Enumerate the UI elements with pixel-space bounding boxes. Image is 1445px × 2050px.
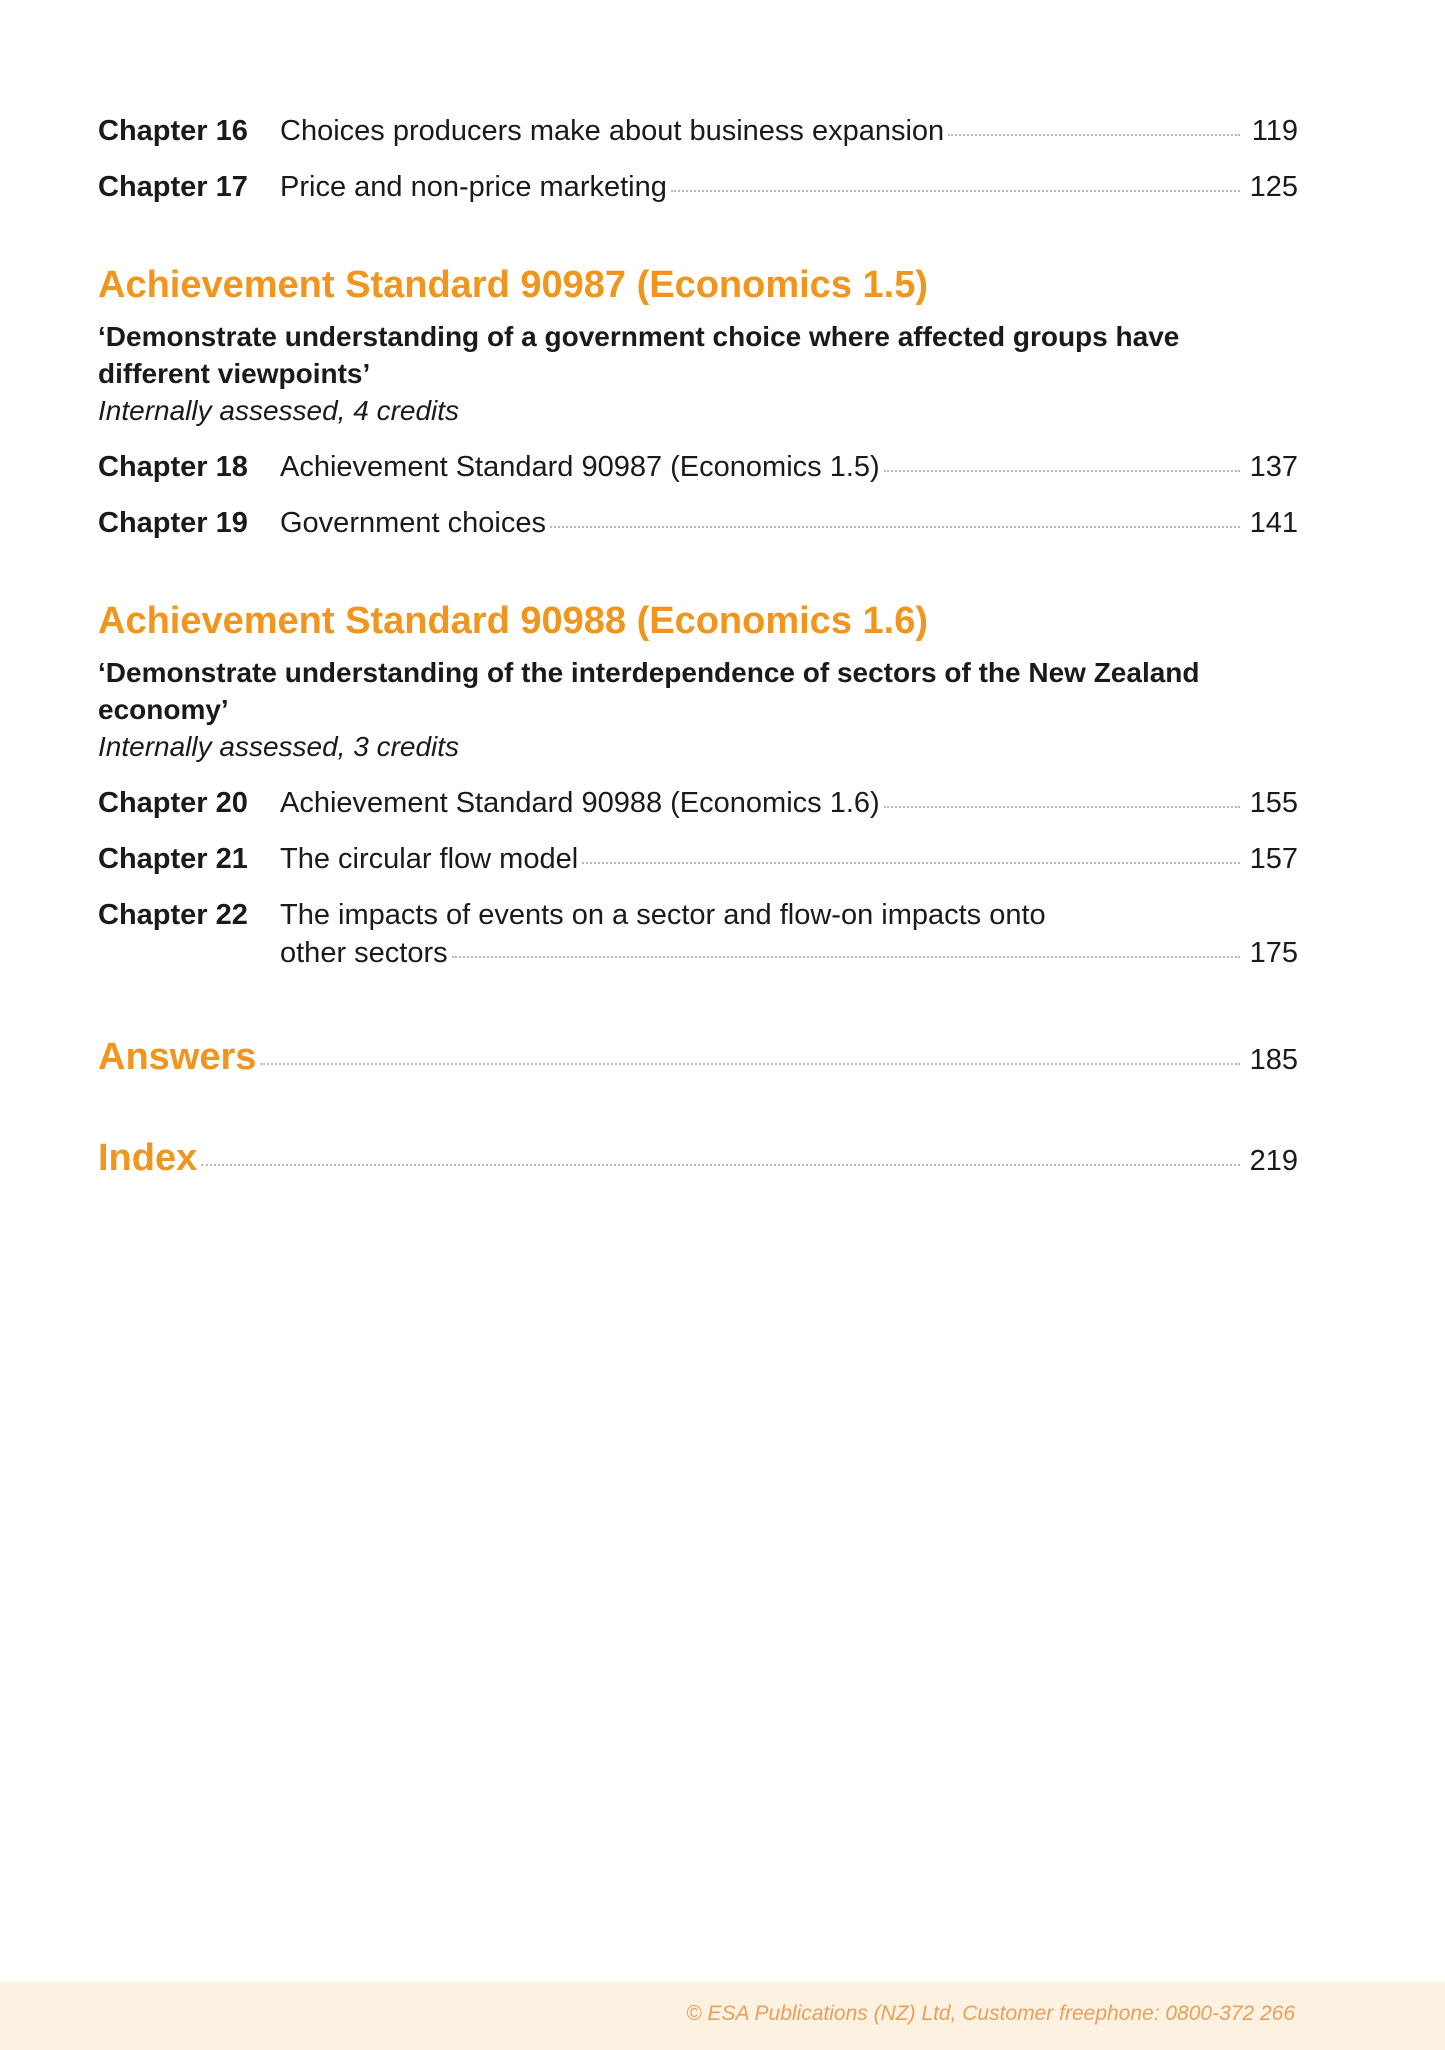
page-number: 155 bbox=[1249, 787, 1298, 819]
chapter-title-line-1: The impacts of events on a sector and flow-on impacts onto bbox=[280, 899, 1046, 931]
toc-entry-index[interactable] bbox=[98, 1135, 1298, 1181]
page-number: 219 bbox=[1249, 1145, 1298, 1177]
dot-leader bbox=[452, 954, 1240, 958]
chapter-title: The circular flow model bbox=[280, 843, 579, 875]
chapter-label: Chapter 21 bbox=[98, 843, 248, 875]
dot-leader bbox=[884, 804, 1240, 808]
toc-entry-chapter-16[interactable] bbox=[98, 112, 1298, 150]
page-number: 137 bbox=[1249, 451, 1298, 483]
toc-entry-answers[interactable] bbox=[98, 1034, 1298, 1080]
chapter-title: Achievement Standard 90987 (Economics 1.5) bbox=[280, 451, 880, 483]
section-heading-90988: Achievement Standard 90988 (Economics 1.6) bbox=[98, 600, 928, 642]
chapter-title-line-2: other sectors bbox=[280, 937, 448, 969]
chapter-label: Chapter 16 bbox=[98, 115, 248, 147]
page-number: 119 bbox=[1251, 115, 1298, 147]
page-number: 185 bbox=[1249, 1044, 1298, 1076]
chapter-title: Government choices bbox=[280, 507, 546, 539]
toc-entry-chapter-17[interactable] bbox=[98, 168, 1298, 206]
dot-leader bbox=[201, 1162, 1240, 1166]
chapter-title: Achievement Standard 90988 (Economics 1.6) bbox=[280, 787, 880, 819]
toc-entry-chapter-18[interactable] bbox=[98, 448, 1298, 486]
footer-bar bbox=[0, 1982, 1445, 2050]
section-note: Internally assessed, 3 credits bbox=[98, 731, 460, 762]
chapter-label: Chapter 20 bbox=[98, 787, 248, 819]
page-number: 141 bbox=[1249, 507, 1298, 539]
toc-entry-chapter-20[interactable] bbox=[98, 784, 1298, 822]
section-note: Internally assessed, 4 credits bbox=[98, 395, 460, 426]
chapter-label: Chapter 22 bbox=[98, 899, 248, 931]
toc-entry-chapter-21[interactable] bbox=[98, 840, 1298, 878]
dot-leader bbox=[550, 524, 1240, 528]
section-quote: ‘Demonstrate understanding of a government choice where affected groups have different viewpoints’ bbox=[98, 321, 1180, 389]
dot-leader bbox=[948, 132, 1240, 136]
chapter-title: Choices producers make about business expansion bbox=[280, 115, 945, 147]
section-quote: ‘Demonstrate understanding of the interdependence of sectors of the New Zealand economy’ bbox=[98, 657, 1200, 725]
page-number: 175 bbox=[1249, 937, 1298, 969]
answers-title: Answers bbox=[98, 1036, 257, 1078]
copyright-notice: © ESA Publications (NZ) Ltd, Customer freephone: 0800-372 266 bbox=[686, 2002, 1295, 2025]
chapter-label: Chapter 19 bbox=[98, 507, 248, 539]
index-title: Index bbox=[98, 1137, 198, 1179]
chapter-label: Chapter 17 bbox=[98, 171, 248, 203]
dot-leader bbox=[260, 1061, 1240, 1065]
chapter-title: Price and non-price marketing bbox=[280, 171, 667, 203]
chapter-label: Chapter 18 bbox=[98, 451, 248, 483]
toc-entry-chapter-22[interactable] bbox=[98, 896, 1298, 972]
section-heading-90987: Achievement Standard 90987 (Economics 1.5) bbox=[98, 264, 928, 306]
dot-leader bbox=[582, 860, 1240, 864]
page-number: 157 bbox=[1249, 843, 1298, 875]
table-of-contents bbox=[98, 112, 1298, 1181]
toc-entry-chapter-19[interactable] bbox=[98, 504, 1298, 542]
dot-leader bbox=[671, 188, 1240, 192]
dot-leader bbox=[884, 468, 1240, 472]
page-number: 125 bbox=[1249, 171, 1298, 203]
